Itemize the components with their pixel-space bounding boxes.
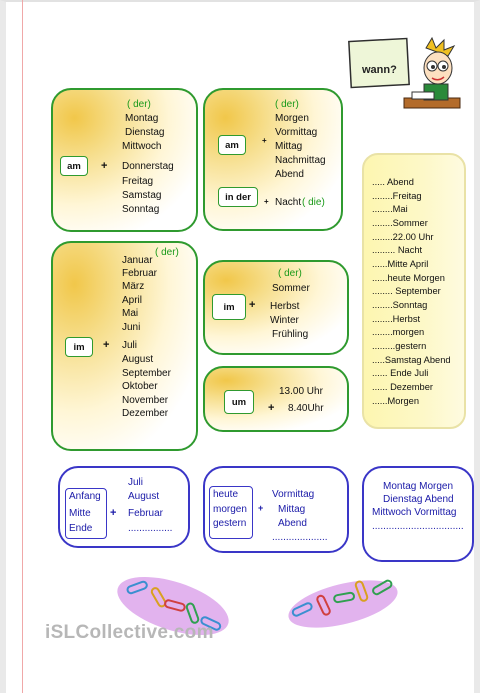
month-item: Dezember [122, 408, 169, 419]
plus-sign: + [268, 402, 275, 414]
article-label: ( der) [275, 99, 299, 110]
time-word: gestern [213, 518, 247, 529]
margin-line [22, 0, 23, 693]
blank-line: ................................. [372, 521, 464, 532]
exercise-item: ...... Dezember [372, 382, 433, 392]
weekday-item: Samstag [122, 190, 162, 201]
nacht-item: Nacht [275, 197, 302, 208]
daytime-word: Mittag [278, 504, 306, 515]
season-item: Frühling [272, 329, 309, 340]
exercise-item: ........Sonntag [372, 300, 428, 310]
combo-word: Dienstag Abend [383, 494, 454, 505]
weekday-item: Sonntag [122, 204, 160, 215]
combo-word: Mittwoch Vormittag [372, 507, 457, 518]
weekday-item: Dienstag [125, 127, 165, 138]
speech-bubble-text: wann? [362, 64, 397, 76]
time-word: Mitte [69, 508, 91, 519]
boy-illustration [346, 36, 464, 124]
paperclips-right-illustration [284, 576, 402, 630]
time-word: heute [213, 489, 239, 500]
daytime-word: Abend [278, 518, 307, 529]
daytime-item: Abend [275, 169, 304, 180]
weekday-item: Freitag [122, 176, 154, 187]
plus-sign: + [249, 299, 256, 311]
exercise-item: ........Sommer [372, 218, 428, 228]
weekday-item: Donnerstag [122, 161, 174, 172]
blank-line: ................ [128, 523, 173, 534]
time-word: morgen [213, 504, 247, 515]
month-item: Oktober [122, 381, 158, 392]
daytime-item: Mittag [275, 141, 303, 152]
plus-sign: + [258, 503, 264, 513]
exercise-item: ......Morgen [372, 396, 420, 406]
daytime-word: Vormittag [272, 489, 315, 500]
combo-word: Montag Morgen [383, 481, 454, 492]
article-label: ( der) [278, 268, 302, 279]
season-item: Sommer [272, 283, 310, 294]
time-word: Ende [69, 523, 93, 534]
month-item: Juni [122, 322, 141, 333]
season-item: Winter [270, 315, 299, 326]
plus-sign: + [264, 197, 269, 206]
plus-sign: + [262, 136, 267, 145]
exercise-item: ........Herbst [372, 314, 421, 324]
exercise-item: ......heute Morgen [372, 273, 445, 283]
month-item: Juli [122, 340, 138, 351]
article-label: ( die) [302, 197, 325, 208]
month-item: November [122, 395, 169, 406]
month-item: Februar [122, 268, 158, 279]
month-item: Mai [122, 308, 139, 319]
month-word: Februar [128, 508, 164, 519]
preposition-box: im [212, 294, 246, 320]
site-logo: iSLCollective.com [45, 622, 214, 643]
exercise-item: ...... Ende Juli [372, 368, 429, 378]
exercise-item: ........ September [372, 286, 441, 296]
daytime-item: Nachmittag [275, 155, 326, 166]
exercise-item: ........22.00 Uhr [372, 232, 434, 242]
exercise-item: ........morgen [372, 327, 425, 337]
daytime-item: Morgen [275, 113, 309, 124]
month-item: September [122, 368, 171, 379]
plus-sign: + [101, 160, 108, 172]
article-label: ( der) [127, 99, 151, 110]
exercise-item: .....Samstag Abend [372, 355, 451, 365]
time-item: 8.40Uhr [288, 403, 324, 414]
exercise-item: ......... Nacht [372, 245, 423, 255]
exercise-item: .........gestern [372, 341, 427, 351]
preposition-box: in der [218, 187, 258, 207]
preposition-box: um [224, 390, 254, 414]
time-word: Anfang [69, 491, 101, 502]
preposition-box: am [218, 135, 246, 155]
month-item: April [122, 295, 143, 306]
weekday-item: Mittwoch [122, 141, 162, 152]
exercise-item: ..... Abend [372, 177, 414, 187]
month-word: August [128, 491, 160, 502]
preposition-box: am [60, 156, 88, 176]
weekday-item: Montag [125, 113, 159, 124]
article-label: ( der) [155, 247, 179, 258]
season-item: Herbst [270, 301, 300, 312]
month-item: August [122, 354, 154, 365]
blank-line: .................... [272, 532, 328, 543]
month-item: Januar [122, 255, 153, 266]
exercise-item: ........Freitag [372, 191, 422, 201]
plus-sign: + [110, 507, 117, 519]
month-word: Juli [128, 477, 144, 488]
exercise-item: ......Mitte April [372, 259, 429, 269]
time-item: 13.00 Uhr [279, 386, 323, 397]
exercise-item: ........Mai [372, 204, 408, 214]
preposition-box: im [65, 337, 93, 357]
month-item: März [122, 281, 145, 292]
daytime-item: Vormittag [275, 127, 318, 138]
plus-sign: + [103, 339, 110, 351]
